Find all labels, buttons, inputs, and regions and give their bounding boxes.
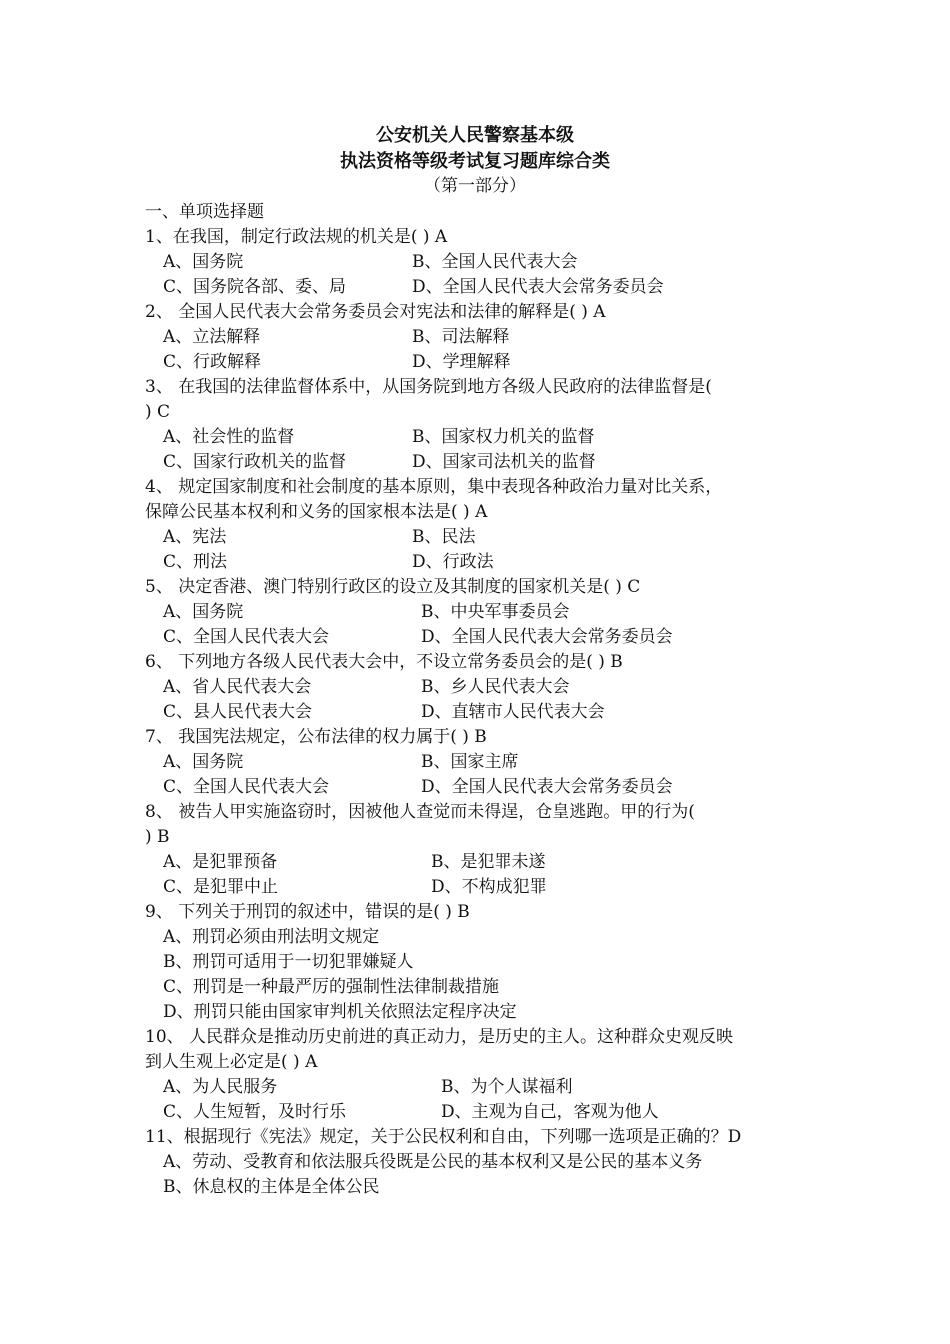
option-left: C、是犯罪中止	[163, 877, 279, 897]
option-left: A、宪法	[163, 527, 227, 547]
option-right: B、全国人民代表大会	[412, 252, 578, 272]
question-text-line: 6、 下列地方各级人民代表大会中，不设立常务委员会的是( ) B	[145, 652, 623, 672]
question-text-line: ) C	[145, 402, 171, 422]
option-line: B、刑罚可适用于一切犯罪嫌疑人	[163, 952, 414, 972]
document-subtitle: （第一部分）	[424, 176, 526, 196]
option-right: B、是犯罪未遂	[431, 852, 546, 872]
option-pair-row	[145, 775, 825, 800]
question-text-line: 5、 决定香港、澳门特别行政区的设立及其制度的国家机关是( ) C	[145, 577, 641, 597]
option-pair-row	[145, 350, 825, 375]
option-pair-row	[145, 250, 825, 275]
option-pair-row	[145, 675, 825, 700]
option-right: B、乡人民代表大会	[421, 677, 570, 697]
question-text-line: 10、 人民群众是推动历史前进的真正动力，是历史的主人。这种群众史观反映	[145, 1027, 734, 1047]
option-left: C、全国人民代表大会	[163, 777, 330, 797]
option-line: D、刑罚只能由国家审判机关依照法定程序决定	[163, 1002, 517, 1022]
option-left: A、省人民代表大会	[163, 677, 312, 697]
option-right: D、全国人民代表大会常务委员会	[421, 627, 673, 647]
option-left: C、行政解释	[163, 352, 262, 372]
option-left: A、为人民服务	[163, 1077, 278, 1097]
option-left: A、是犯罪预备	[163, 852, 278, 872]
option-right: B、司法解释	[412, 327, 510, 347]
option-left: C、国家行政机关的监督	[163, 452, 347, 472]
option-right: D、学理解释	[412, 352, 511, 372]
question-text-line: 7、 我国宪法规定，公布法律的权力属于( ) B	[145, 727, 487, 747]
option-left: C、全国人民代表大会	[163, 627, 330, 647]
option-right: D、国家司法机关的监督	[412, 452, 596, 472]
question-text-line: 11、根据现行《宪法》规定，关于公民权利和自由，下列哪一选项是正确的？D	[145, 1127, 742, 1147]
option-right: D、不构成犯罪	[431, 877, 547, 897]
option-pair-row	[145, 550, 825, 575]
section-heading: 一、单项选择题	[145, 202, 264, 222]
option-pair-row	[145, 450, 825, 475]
option-pair-row	[145, 325, 825, 350]
option-pair-row	[145, 625, 825, 650]
option-right: D、行政法	[412, 552, 494, 572]
question-text-line: 保障公民基本权利和义务的国家根本法是( ) A	[145, 502, 488, 522]
option-left: C、刑法	[163, 552, 228, 572]
option-left: C、人生短暂，及时行乐	[163, 1102, 347, 1122]
option-right: B、国家权力机关的监督	[412, 427, 595, 447]
option-pair-row	[145, 600, 825, 625]
option-line: C、刑罚是一种最严厉的强制性法律制裁措施	[163, 977, 500, 997]
question-text-line: 2、 全国人民代表大会常务委员会对宪法和法律的解释是( ) A	[145, 302, 606, 322]
option-left: A、国务院	[163, 602, 244, 622]
option-right: D、主观为自己，客观为他人	[441, 1102, 659, 1122]
option-pair-row	[145, 1075, 825, 1100]
option-left: C、国务院各部、委、局	[163, 277, 347, 297]
question-text-line: 3、 在我国的法律监督体系中，从国务院到地方各级人民政府的法律监督是(	[145, 377, 712, 397]
option-line: A、刑罚必须由刑法明文规定	[163, 927, 380, 947]
option-line: A、劳动、受教育和依法服兵役既是公民的基本权利又是公民的基本义务	[163, 1152, 703, 1172]
option-pair-row	[145, 875, 825, 900]
question-text-line: ) B	[145, 827, 170, 847]
document-title-line-1: 公安机关人民警察基本级	[376, 125, 574, 146]
option-right: B、为个人谋福利	[441, 1077, 573, 1097]
question-text-line: 4、 规定国家制度和社会制度的基本原则，集中表现各种政治力量对比关系，	[145, 477, 723, 497]
option-pair-row	[145, 525, 825, 550]
option-left: A、立法解释	[163, 327, 261, 347]
option-pair-row	[145, 275, 825, 300]
option-left: A、国务院	[163, 752, 244, 772]
option-right: D、全国人民代表大会常务委员会	[412, 277, 664, 297]
option-right: D、全国人民代表大会常务委员会	[421, 777, 673, 797]
option-pair-row	[145, 850, 825, 875]
question-text-line: 到人生观上必定是( ) A	[145, 1052, 318, 1072]
option-left: A、国务院	[163, 252, 244, 272]
option-line: B、休息权的主体是全体公民	[163, 1177, 380, 1197]
option-pair-row	[145, 425, 825, 450]
option-right: B、民法	[412, 527, 476, 547]
title-block	[0, 123, 950, 197]
option-left: C、县人民代表大会	[163, 702, 313, 722]
option-right: D、直辖市人民代表大会	[421, 702, 605, 722]
option-pair-row	[145, 1100, 825, 1125]
option-pair-row	[145, 700, 825, 725]
option-left: A、社会性的监督	[163, 427, 295, 447]
option-right: B、中央军事委员会	[421, 602, 570, 622]
document-title-line-2: 执法资格等级考试复习题库综合类	[340, 151, 610, 172]
option-pair-row	[145, 750, 825, 775]
question-list	[145, 200, 825, 1200]
option-right: B、国家主席	[421, 752, 519, 772]
question-text-line: 9、 下列关于刑罚的叙述中，错误的是( ) B	[145, 902, 470, 922]
question-text-line: 8、 被告人甲实施盗窃时，因被他人查觉而未得逞，仓皇逃跑。甲的行为(	[145, 802, 695, 822]
question-text-line: 1、在我国，制定行政法规的机关是( ) A	[145, 227, 448, 247]
